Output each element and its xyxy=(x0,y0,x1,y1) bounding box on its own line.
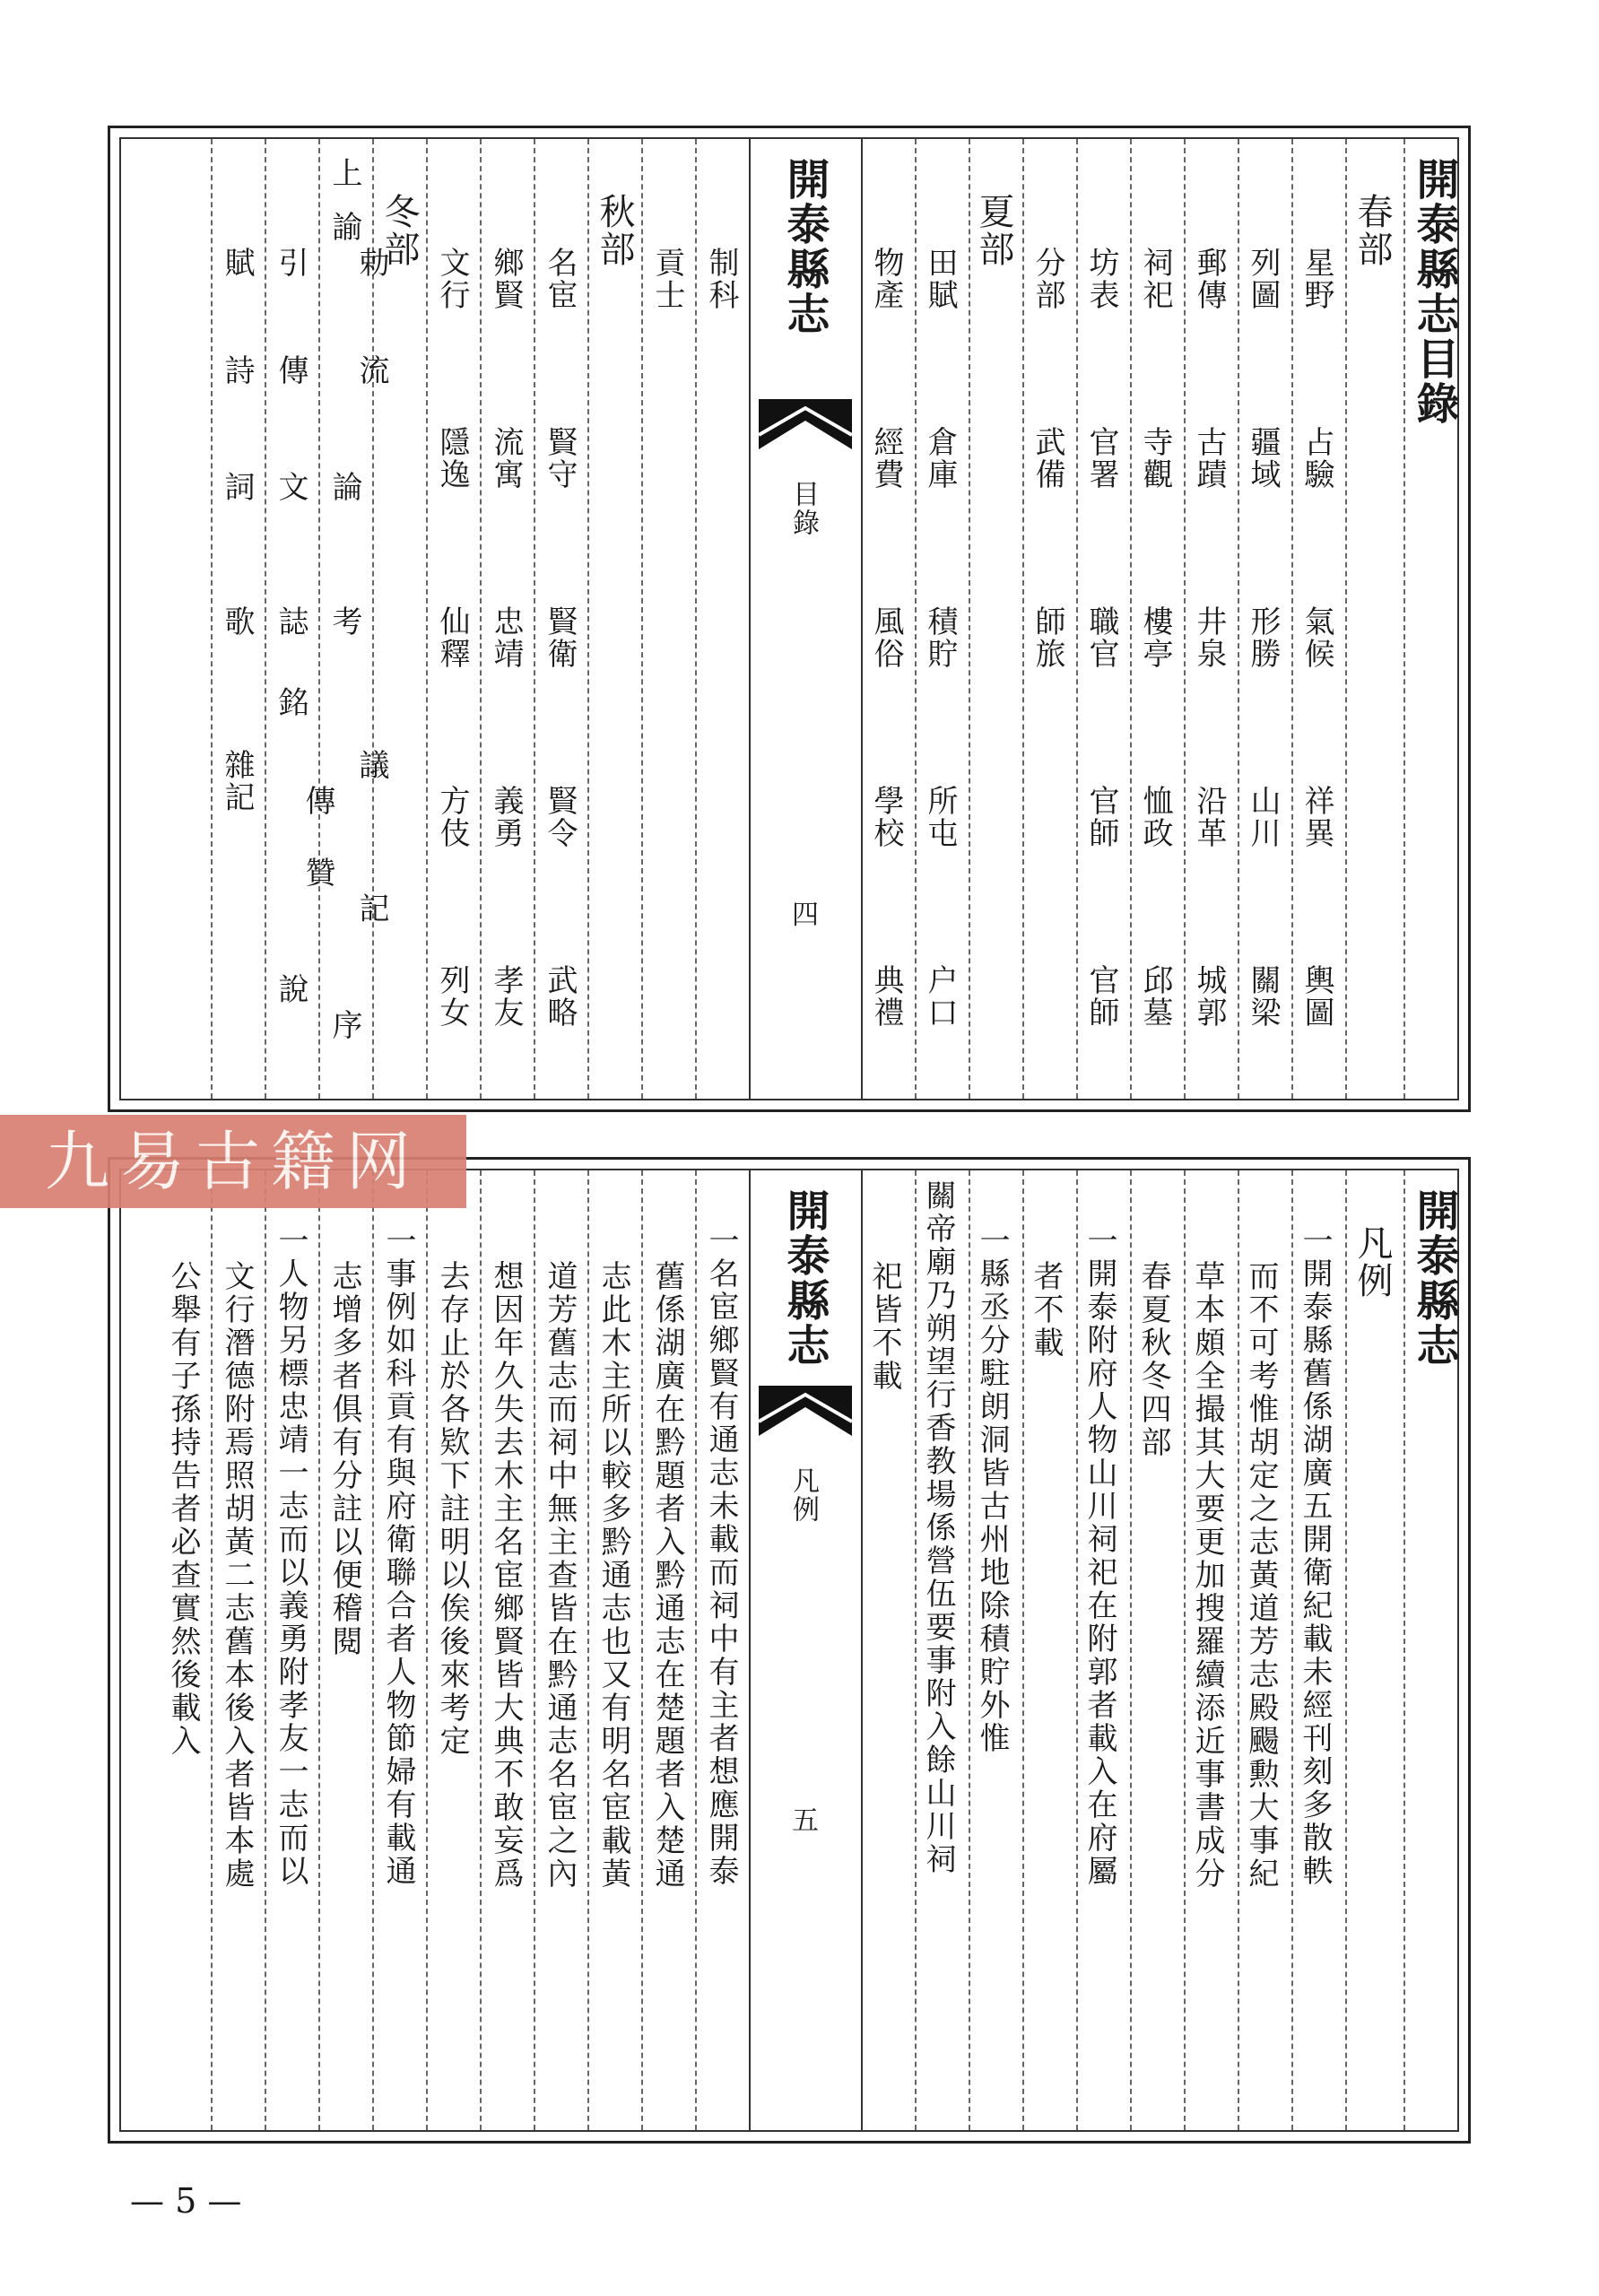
toc-entry: 仙釋 xyxy=(434,605,470,670)
toc-entry: 分部 xyxy=(1030,247,1065,311)
toc-entry: 職官 xyxy=(1083,605,1119,670)
paragraph-line: 一開泰附府人物山川祠祀在附郭者載入在府屬 xyxy=(1082,1224,1117,1888)
column-rule xyxy=(1403,139,1405,1099)
toc-entry: 誌 xyxy=(273,605,309,638)
conventions-inner-frame xyxy=(119,1169,1459,2132)
column-rule xyxy=(1022,1170,1024,2130)
toc-entry: 郵傳 xyxy=(1191,247,1227,311)
gutter-section: 目錄 xyxy=(787,480,819,537)
column-rule xyxy=(969,1170,970,2130)
gutter-title: 開泰縣志 xyxy=(779,1188,830,1368)
column-rule xyxy=(1345,1170,1347,2130)
column-rule xyxy=(372,1170,374,2130)
column-rule xyxy=(641,1170,643,2130)
paragraph-line: 公舉有子孫持告者必查實然後載入 xyxy=(165,1260,201,1758)
column-rule xyxy=(211,139,213,1099)
column-rule xyxy=(1130,1170,1132,2130)
column-rule xyxy=(426,139,428,1099)
toc-entry: 師旅 xyxy=(1030,605,1065,670)
column-rule xyxy=(1238,1170,1239,2130)
gutter-title: 開泰縣志 xyxy=(779,157,830,336)
toc-entry: 名宦 xyxy=(542,247,578,311)
column-rule xyxy=(695,139,697,1099)
gutter-edge xyxy=(749,139,751,1099)
toc-entry: 風俗 xyxy=(868,605,904,670)
column-rule xyxy=(1291,1170,1293,2130)
page-number: — 5 — xyxy=(130,2181,242,2221)
paragraph-line: 志此木主所以較多黔通志也又有明名宦載黃 xyxy=(595,1260,631,1891)
toc-entry: 氣候 xyxy=(1299,605,1334,670)
contents-page xyxy=(108,126,1471,1112)
column-rule xyxy=(915,139,917,1099)
toc-entry: 倉庫 xyxy=(922,426,958,491)
paragraph-line: 而不可考惟胡定之志黃道芳志殿颺勲大事紀 xyxy=(1243,1260,1279,1891)
toc-entry: 關梁 xyxy=(1245,964,1281,1029)
toc-entry: 星野 xyxy=(1299,247,1334,311)
paragraph-line: 一縣丞分駐朗洞皆古州地除積貯外惟 xyxy=(974,1224,1010,1755)
toc-entry: 流 xyxy=(353,354,389,387)
paragraph-line: 去存止於各欵下註明以俟後來考定 xyxy=(434,1260,470,1758)
toc-entry: 恤政 xyxy=(1137,785,1173,849)
toc-entry: 城郭 xyxy=(1191,964,1227,1029)
toc-entry: 賢令 xyxy=(542,785,578,849)
toc-entry: 歌 xyxy=(219,605,255,638)
toc-entry: 官師 xyxy=(1083,964,1119,1029)
toc-entry: 坊表 xyxy=(1083,247,1119,311)
contents-title: 開泰縣志目錄 xyxy=(1409,157,1459,426)
toc-entry: 貢士 xyxy=(649,247,685,311)
paragraph-line: 一開泰縣舊係湖廣五開衛紀載未經刊刻多散軼 xyxy=(1297,1224,1333,1888)
fold-mark-icon xyxy=(759,1386,852,1436)
gutter-edge xyxy=(861,139,863,1099)
column-rule xyxy=(1076,1170,1078,2130)
column-rule xyxy=(426,1170,428,2130)
toc-entry: 制科 xyxy=(703,247,739,311)
toc-entry: 學校 xyxy=(868,785,904,849)
toc-entry: 邱墓 xyxy=(1137,964,1173,1029)
toc-entry: 隱逸 xyxy=(434,426,470,491)
toc-entry: 井泉 xyxy=(1191,605,1227,670)
column-rule xyxy=(1238,139,1239,1099)
toc-entry: 贊 xyxy=(300,857,335,889)
column-rule xyxy=(915,1170,917,2130)
toc-entry: 户口 xyxy=(922,964,958,1029)
toc-entry: 祥異 xyxy=(1299,785,1334,849)
paragraph-line: 草本頗全撮其大要更加搜羅續添近事書成分 xyxy=(1189,1260,1225,1891)
column-rule xyxy=(480,1170,482,2130)
toc-entry: 詞 xyxy=(219,471,255,503)
conventions-title: 開泰縣志 xyxy=(1409,1188,1459,1368)
column-rule xyxy=(1403,1170,1405,2130)
winter-heading: 冬部 xyxy=(378,193,420,268)
column-rule xyxy=(1184,139,1186,1099)
paragraph-line: 道芳舊志而祠中無主查皆在黔通志名宦之內 xyxy=(542,1260,578,1891)
paragraph-line: 關帝廟乃朔望行香教場係營伍要事附入餘山川祠 xyxy=(920,1179,956,1876)
column-rule xyxy=(641,139,643,1099)
toc-entry: 官師 xyxy=(1083,785,1119,849)
column-rule xyxy=(969,139,970,1099)
paragraph-line: 祀皆不載 xyxy=(866,1260,902,1393)
toc-entry: 寺觀 xyxy=(1137,426,1173,491)
toc-entry: 議 xyxy=(353,749,389,781)
toc-entry: 上 xyxy=(326,157,362,189)
toc-entry: 說 xyxy=(273,973,309,1005)
contents-inner-frame xyxy=(119,137,1459,1100)
fold-mark-icon xyxy=(759,399,852,449)
toc-entry: 論 xyxy=(326,471,362,503)
column-rule xyxy=(1345,139,1347,1099)
column-rule xyxy=(587,139,589,1099)
summer-heading: 夏部 xyxy=(973,193,1014,268)
toc-entry: 文 xyxy=(273,471,309,503)
toc-entry: 銘 xyxy=(273,686,309,718)
toc-entry: 鄉賢 xyxy=(488,247,524,311)
toc-entry: 田賦 xyxy=(922,247,958,311)
toc-entry: 武略 xyxy=(542,964,578,1029)
toc-entry: 忠靖 xyxy=(488,605,524,670)
toc-entry: 引 xyxy=(273,247,309,279)
toc-entry: 傳 xyxy=(273,354,309,387)
paragraph-line: 志增多者俱有分註以便稽閱 xyxy=(326,1260,362,1658)
column-rule xyxy=(1291,139,1293,1099)
toc-entry: 列女 xyxy=(434,964,470,1029)
autumn-heading: 秋部 xyxy=(594,193,635,268)
column-rule xyxy=(265,139,266,1099)
column-rule xyxy=(265,1170,266,2130)
toc-entry: 山川 xyxy=(1245,785,1281,849)
column-rule xyxy=(534,1170,535,2130)
paragraph-line: 文行潛德附焉照胡黃二志舊本後入者皆本處 xyxy=(219,1260,255,1891)
toc-entry: 雜記 xyxy=(219,749,255,813)
toc-entry: 典禮 xyxy=(868,964,904,1029)
gutter-edge xyxy=(861,1170,863,2130)
paragraph-line: 春夏秋冬四部 xyxy=(1135,1260,1171,1459)
column-rule xyxy=(1184,1170,1186,2130)
column-rule xyxy=(1076,139,1078,1099)
conventions-subtitle: 凡例 xyxy=(1351,1224,1393,1300)
gutter-page: 四 xyxy=(792,900,819,931)
toc-entry: 所屯 xyxy=(922,785,958,849)
column-rule xyxy=(1130,139,1132,1099)
toc-entry: 賢衛 xyxy=(542,605,578,670)
toc-entry: 孝友 xyxy=(488,964,524,1029)
toc-entry: 流寓 xyxy=(488,426,524,491)
toc-entry: 賢守 xyxy=(542,426,578,491)
toc-entry: 諭 xyxy=(326,211,362,243)
toc-entry: 考 xyxy=(326,605,362,638)
toc-entry: 積貯 xyxy=(922,605,958,670)
toc-entry: 方伎 xyxy=(434,785,470,849)
toc-entry: 賦 xyxy=(219,247,255,279)
conventions-page xyxy=(108,1157,1471,2144)
toc-entry: 詩 xyxy=(219,354,255,387)
toc-entry: 樓亭 xyxy=(1137,605,1173,670)
column-rule xyxy=(318,139,320,1099)
paragraph-line: 者不載 xyxy=(1028,1260,1064,1360)
toc-entry: 沿革 xyxy=(1191,785,1227,849)
toc-entry: 占驗 xyxy=(1299,426,1334,491)
toc-entry: 物產 xyxy=(868,247,904,311)
toc-entry: 武備 xyxy=(1030,426,1065,491)
gutter-section: 凡例 xyxy=(787,1466,819,1524)
toc-entry: 傳 xyxy=(300,785,335,817)
gutter-edge xyxy=(749,1170,751,2130)
toc-entry: 記 xyxy=(353,892,389,925)
toc-entry: 古蹟 xyxy=(1191,426,1227,491)
column-rule xyxy=(480,139,482,1099)
column-rule xyxy=(695,1170,697,2130)
toc-entry: 經費 xyxy=(868,426,904,491)
paragraph-line: 一名宦鄉賢有通志未載而祠中有主者想應開泰 xyxy=(703,1224,739,1888)
spring-heading: 春部 xyxy=(1351,193,1393,268)
site-watermark: 九易古籍网 xyxy=(0,1115,466,1208)
toc-entry: 勅 xyxy=(353,247,389,279)
toc-entry: 輿圖 xyxy=(1299,964,1334,1029)
toc-entry: 形勝 xyxy=(1245,605,1281,670)
paragraph-line: 一人物另標忠靖一志而以義勇附孝友一志而以 xyxy=(273,1224,309,1888)
toc-entry: 祠祀 xyxy=(1137,247,1173,311)
paragraph-line: 想因年久失去木主名宦鄉賢皆大典不敢妄爲 xyxy=(488,1260,524,1891)
gutter-page: 五 xyxy=(792,1805,819,1837)
column-rule xyxy=(1022,139,1024,1099)
column-rule xyxy=(587,1170,589,2130)
column-rule xyxy=(211,1170,213,2130)
paragraph-line: 一事例如科貢有與府衛聯合者人物節婦有載通 xyxy=(380,1224,416,1888)
column-rule xyxy=(318,1170,320,2130)
paragraph-line: 舊係湖廣在黔題者入黔通志在楚題者入楚通 xyxy=(649,1260,685,1891)
column-rule xyxy=(372,139,374,1099)
toc-entry: 序 xyxy=(326,1009,362,1041)
toc-entry: 疆域 xyxy=(1245,426,1281,491)
column-rule xyxy=(534,139,535,1099)
toc-entry: 義勇 xyxy=(488,785,524,849)
toc-entry: 列圖 xyxy=(1245,247,1281,311)
toc-entry: 官署 xyxy=(1083,426,1119,491)
toc-entry: 文行 xyxy=(434,247,470,311)
